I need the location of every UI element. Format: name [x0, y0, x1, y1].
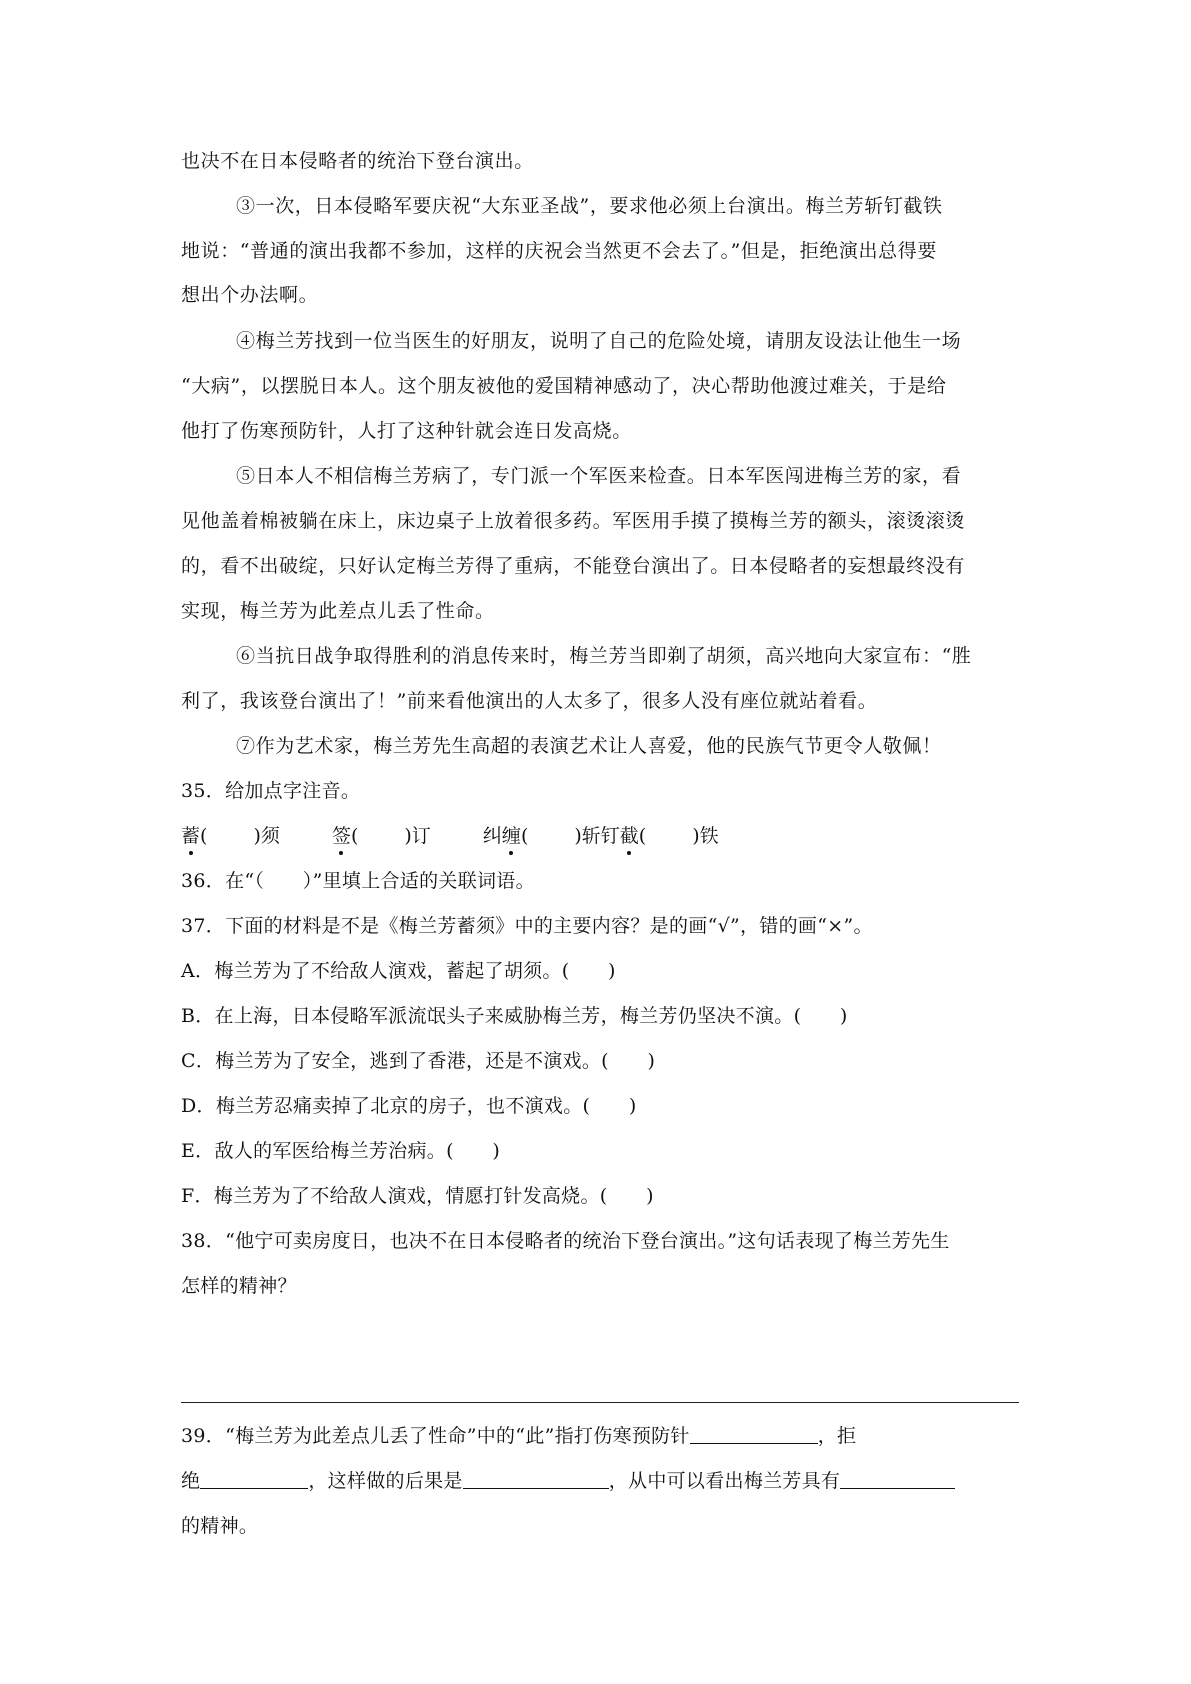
q35-item-2: 签( )订	[332, 825, 431, 847]
passage-p5-line4: 实现，梅兰芳为此差点儿丢了性命。	[181, 600, 495, 622]
passage-p3-line2: 地说：“普通的演出我都不参加，这样的庆祝会当然更不会去了。”但是，拒绝演出总得要	[181, 240, 937, 262]
dotted-char: 缠	[502, 821, 521, 848]
q36-prompt: 36．在“（ ）”里填上合适的关联词语。	[181, 870, 535, 892]
passage-p2-end: 也决不在日本侵略者的统治下登台演出。	[181, 150, 534, 172]
q39-line1: 39．“梅兰芳为此差点儿丢了性命”中的“此”指打伤寒预防针 ，拒	[181, 1425, 857, 1447]
dotted-char: 蓄	[181, 821, 200, 848]
dotted-char: 签	[332, 821, 351, 848]
q35-item-4: 截( )铁	[620, 825, 719, 847]
passage-p4-line3: 他打了伤寒预防针，人打了这种针就会连日发高烧。	[181, 420, 632, 442]
q39-blank-4[interactable]	[840, 1470, 955, 1489]
q39-blank-1[interactable]	[690, 1425, 818, 1444]
q37-option-a[interactable]: A．梅兰芳为了不给敌人演戏，蓄起了胡须。( )	[181, 960, 616, 982]
passage-p5-line2: 见他盖着棉被躺在床上，床边桌子上放着很多药。军医用手摸了摸梅兰芳的额头，滚烫滚烫	[181, 510, 966, 532]
q38-line2: 怎样的精神？	[181, 1275, 297, 1297]
q35-items	[181, 821, 1021, 848]
q39-line3: 的精神。	[181, 1515, 259, 1537]
q35-item-3: 纠缠( )斩钉	[483, 825, 620, 847]
passage-p4-line1: ④梅兰芳找到一位当医生的好朋友，说明了自己的危险处境，请朋友设法让他生一场	[236, 330, 962, 352]
q37-option-c[interactable]: C．梅兰芳为了安全，逃到了香港，还是不演戏。( )	[181, 1050, 656, 1072]
passage-p3-line3: 想出个办法啊。	[181, 284, 319, 306]
passage-p4-line2: “大病”，以摆脱日本人。这个朋友被他的爱国精神感动了，决心帮助他渡过难关，于是给	[181, 375, 947, 397]
passage-p5-line3: 的，看不出破绽，只好认定梅兰芳得了重病，不能登台演出了。日本侵略者的妄想最终没有	[181, 555, 966, 577]
q39-line2: 绝 ，这样做的后果是 ，从中可以看出梅兰芳具有	[181, 1466, 1021, 1493]
passage-p6-line2: 利了，我该登台演出了！”前来看他演出的人太多了，很多人没有座位就站着看。	[181, 690, 878, 712]
passage-p6-line1: ⑥当抗日战争取得胜利的消息传来时，梅兰芳当即剃了胡须，高兴地向大家宣布：“胜	[236, 645, 972, 667]
dotted-char: 截	[620, 821, 639, 848]
q38-answer-line[interactable]	[181, 1402, 1019, 1403]
q38-line1: 38．“他宁可卖房度日，也决不在日本侵略者的统治下登台演出。”这句话表现了梅兰芳先生	[181, 1230, 950, 1252]
q35-prompt: 35．给加点字注音。	[181, 780, 361, 802]
q39-blank-3[interactable]	[463, 1470, 609, 1489]
q37-option-e[interactable]: E．敌人的军医给梅兰芳治病。( )	[181, 1140, 501, 1162]
passage-p5-line1: ⑤日本人不相信梅兰芳病了，专门派一个军医来检查。日本军医闯进梅兰芳的家，看	[236, 465, 962, 487]
q37-option-d[interactable]: D．梅兰芳忍痛卖掉了北京的房子，也不演戏。( )	[181, 1095, 637, 1117]
passage-p3-line1: ③一次，日本侵略军要庆祝“大东亚圣战”，要求他必须上台演出。梅兰芳斩钉截铁	[236, 195, 943, 217]
q35-item-1: 蓄( )须	[181, 825, 280, 847]
passage-p7-line1: ⑦作为艺术家，梅兰芳先生高超的表演艺术让人喜爱，他的民族气节更令人敬佩！	[236, 735, 942, 757]
q37-option-b[interactable]: B．在上海，日本侵略军派流氓头子来威胁梅兰芳，梅兰芳仍坚决不演。( )	[181, 1005, 848, 1027]
q39-blank-2[interactable]	[200, 1470, 308, 1489]
q37-option-f[interactable]: F．梅兰芳为了不给敌人演戏，情愿打针发高烧。( )	[181, 1185, 654, 1207]
q37-prompt: 37．下面的材料是不是《梅兰芳蓄须》中的主要内容？是的画“√”，错的画“×”。	[181, 915, 873, 937]
